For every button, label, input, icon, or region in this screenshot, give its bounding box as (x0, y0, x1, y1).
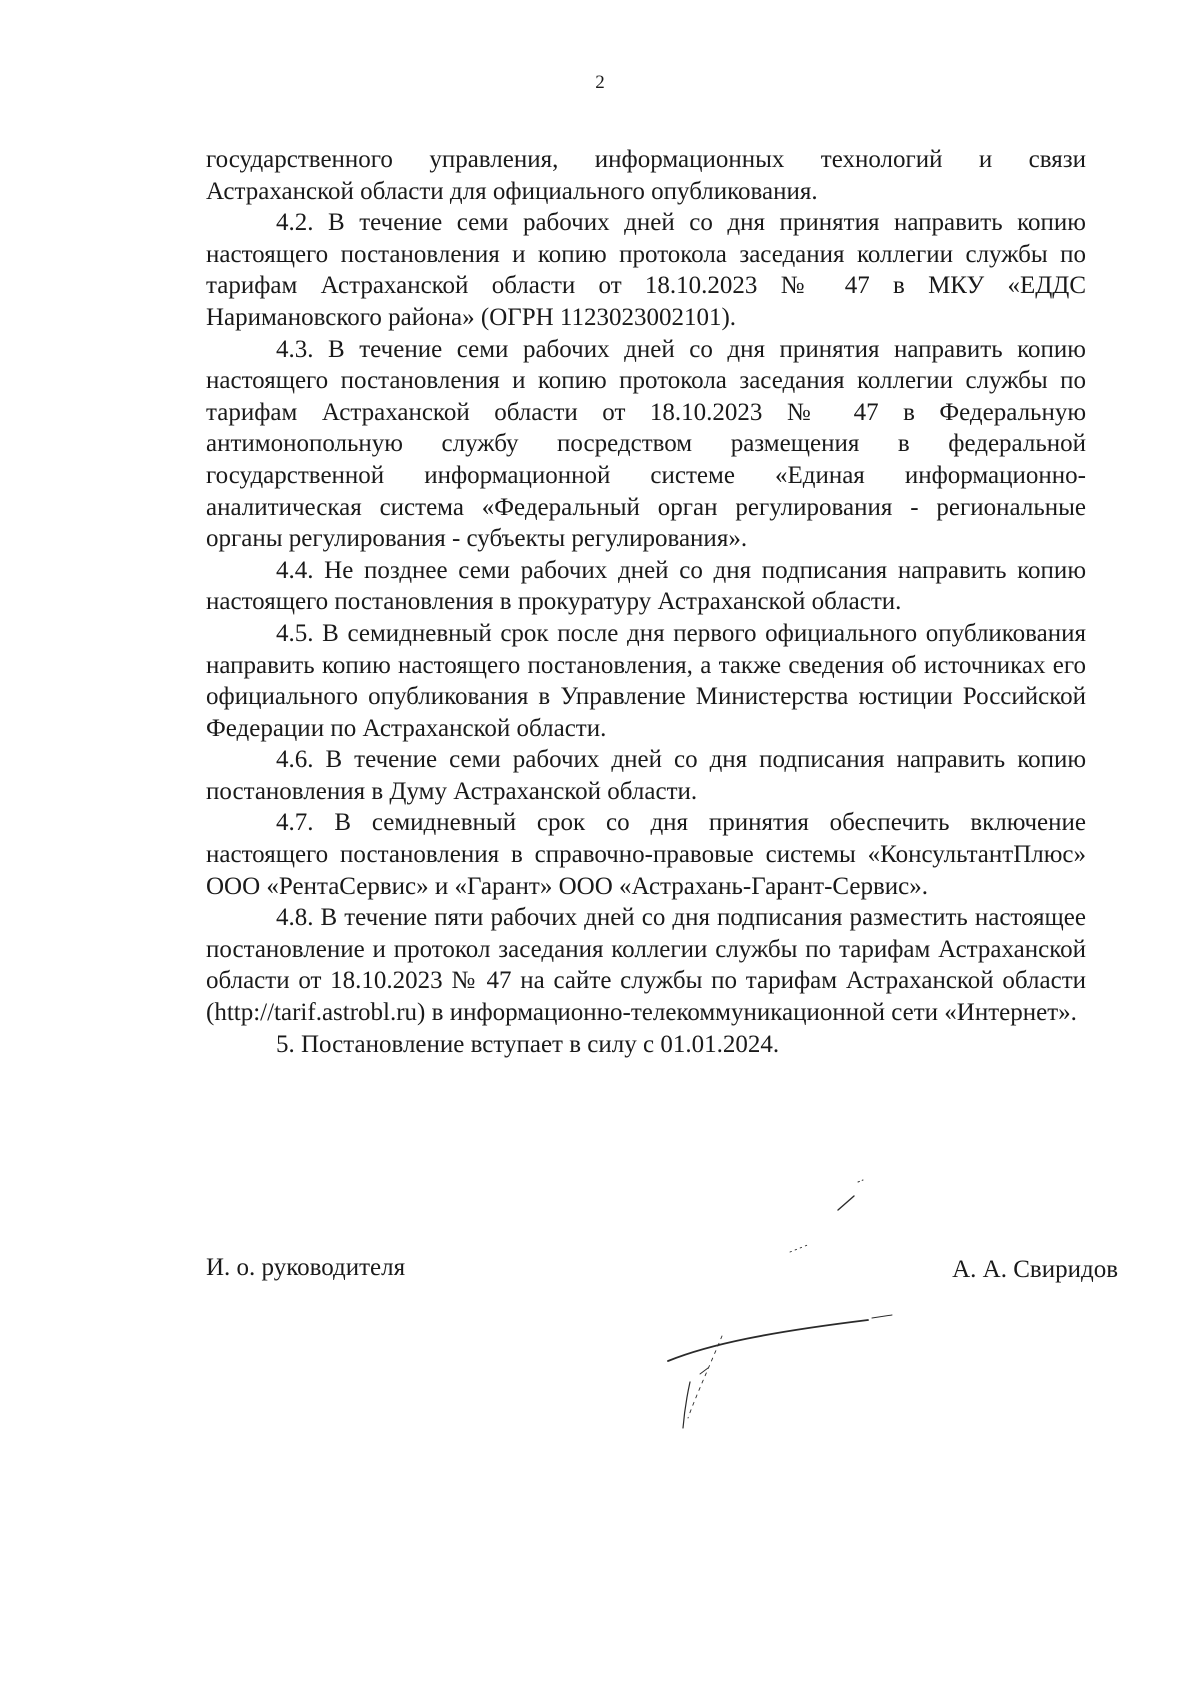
paragraph-4-4: 4.4. Не позднее семи рабочих дней со дня подписания направить копию настоящего постановления в прокуратуру Астраханской области. (206, 556, 1086, 616)
paragraph-4-8: 4.8. В течение пяти рабочих дней со дня подписания разместить настоящее постановление и протокол заседания коллегии службы по тарифам Астраханской области от 18.10.2023 № 47 на сайте службы по тарифам Астраханской области (http://tarif.astrobl.ru) в информационно-телекоммуникационной сети «Интернет». (206, 904, 1086, 1027)
paragraph-4-7: 4.7. В семидневный срок со дня принятия обеспечить включение настоящего постановления в справочно-правовые системы «КонсультантПлюс» ООО «РентаСервис» и «Гарант» ООО «Астрахань-Гарант-Сервис». (206, 809, 1086, 900)
paragraph-5: 5. Постановление вступает в силу с 01.01.2024. (276, 1030, 780, 1058)
document-body (206, 144, 1086, 1060)
paragraph-4-6: 4.6. В течение семи рабочих дней со дня подписания направить копию постановления в Думу Астраханской области. (206, 746, 1086, 805)
signer-position: И. о. руководителя (206, 1254, 406, 1281)
paragraph-4-5: 4.5. В семидневный срок после дня первого официального опубликования направить копию настоящего постановления, а также сведения об источниках его официального опубликования в Управление Министерства юстиции Российской Федерации по Астраханской области. (206, 619, 1086, 742)
signer-name: А. А. Свиридов (952, 1256, 1118, 1283)
paragraph-4-2: 4.2. В течение семи рабочих дней со дня принятия направить копию настоящего постановления и копию протокола заседания коллегии службы по тарифам Астраханской области от 18.10.2023 № 47 в МКУ «ЕДДС Наримановского района» (ОГРН 1123023002101). (206, 209, 1086, 331)
paragraph-4-1-continuation: государственного управления, информационных технологий и связи Астраханской области для официального опубликования. (206, 146, 1086, 205)
paragraph-4-3: 4.3. В течение семи рабочих дней со дня принятия направить копию настоящего постановления и копию протокола заседания коллегии службы по тарифам Астраханской области от 18.10.2023 № 47 в Федеральную антимонопольную службу посредством размещения в федеральной государственной информационной системе «Единая информационно-аналитическая система «Федеральный орган регулирования - региональные органы регулирования - субъекты регулирования». (206, 335, 1086, 553)
page-number: 2 (595, 72, 605, 93)
handwritten-signature (640, 1160, 900, 1430)
